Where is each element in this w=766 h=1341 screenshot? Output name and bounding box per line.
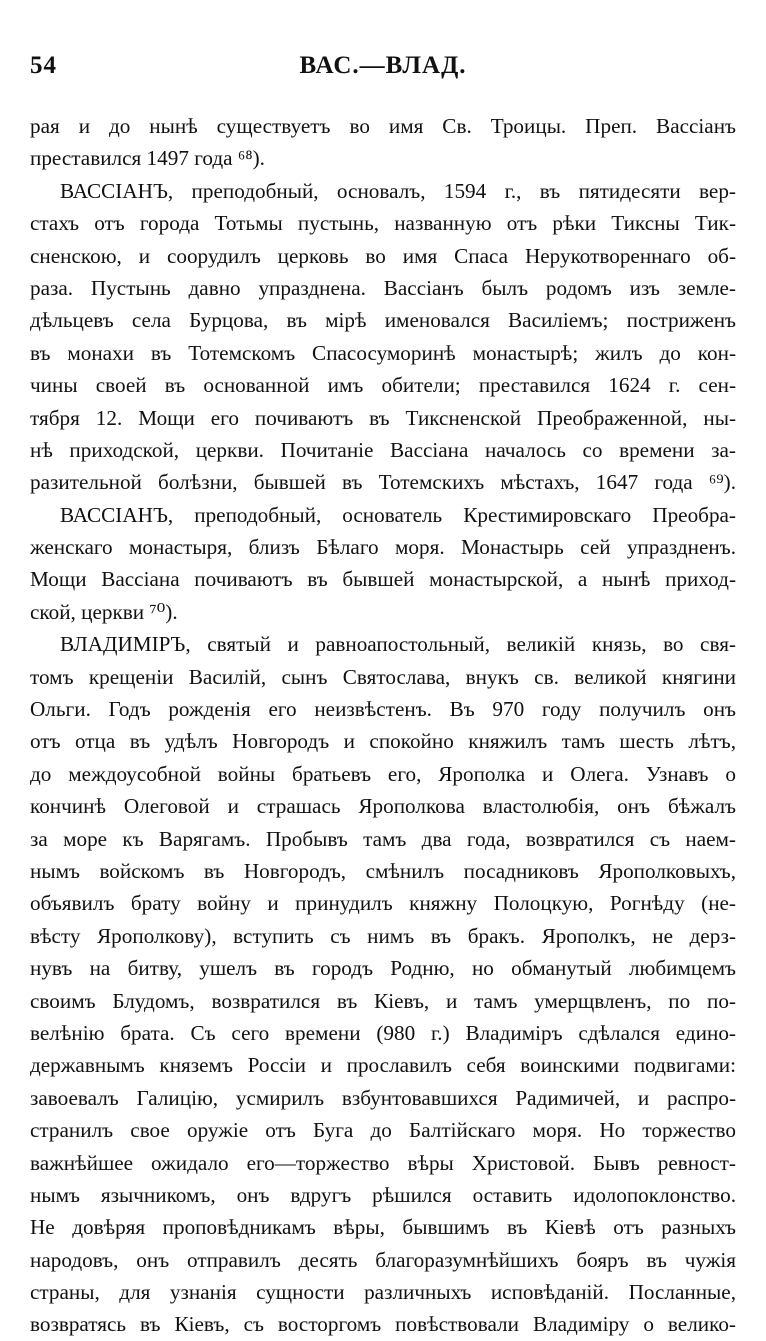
text-line: важнѣйшее ожидало его—торжество вѣры Христовой. Бывъ ревност-	[30, 1150, 736, 1175]
text-line: объявилъ брату войну и принудилъ княжну Полоцкую, Рогнѣду (не-	[30, 891, 736, 916]
text-line: отъ отца въ удѣлъ Новгородъ и спокойно княжилъ тамъ шесть лѣтъ,	[30, 729, 736, 754]
text-line: ской, церкви ⁷⁰).	[30, 599, 178, 624]
text-line: за море къ Варягамъ. Пробывъ тамъ два года, возвратился съ наем-	[30, 826, 736, 851]
text-line: ВАССІАНЪ, преподобный, основалъ, 1594 г., въ пятидесяти вер-	[60, 178, 736, 203]
text-line: возвратясь въ Кіевъ, съ восторгомъ повѣствовали Владиміру о велико-	[30, 1312, 736, 1337]
text-line: рая и до нынѣ существуетъ во имя Св. Троицы. Преп. Вассіанъ	[30, 114, 736, 138]
text-line: ВЛАДИМІРЪ, святый и равноапостольный, великій князь, во свя-	[60, 632, 736, 657]
text-line: народовъ, онъ отправилъ десять благоразумнѣйшихъ бояръ въ чужія	[30, 1247, 736, 1272]
text-line: нымъ язычникомъ, онъ вдругъ рѣшился оставить идолопоклонство.	[30, 1182, 736, 1207]
text-line: томъ крещеніи Василій, сынъ Святослава, внукъ св. великой княгини	[30, 664, 736, 689]
text-line: нувъ на битву, ушелъ въ городъ Родню, но обманутый любимцемъ	[30, 956, 736, 981]
text-line: преставился 1497 года ⁶⁸).	[30, 146, 265, 171]
text-line: раза. Пустынь давно упразднена. Вассіанъ былъ родомъ изъ земле-	[30, 275, 736, 300]
text-line: до междоусобной войны братьевъ его, Ярополка и Олега. Узнавъ о	[30, 761, 736, 786]
text-line: тября 12. Мощи его почиваютъ въ Тиксненской Преображенной, ны-	[30, 405, 736, 430]
text-line: нымъ войскомъ въ Новгородъ, смѣнилъ посадниковъ Ярополковыхъ,	[30, 858, 736, 883]
text-line: странилъ свое оружіе отъ Буга до Балтійскаго моря. Но торжество	[30, 1118, 736, 1143]
text-line: своимъ Блудомъ, возвратился въ Кіевъ, и тамъ умерщвленъ, по по-	[30, 988, 736, 1013]
text-line: велѣнію брата. Съ сего времени (980 г.) Владиміръ сдѣлался едино-	[30, 1020, 736, 1045]
text-line: завоевалъ Галицію, усмирилъ взбунтовавшихся Радимичей, и распро-	[30, 1085, 736, 1110]
text-line: женскаго монастыря, близъ Бѣлаго моря. Монастырь сей упраздненъ.	[30, 535, 736, 560]
text-line: кончинѣ Олеговой и страшась Ярополкова властолюбія, онъ бѣжалъ	[30, 794, 736, 819]
text-line: сненскою, и соорудилъ церковь во имя Спаса Нерукотвореннаго об-	[30, 243, 736, 268]
text-line: ВАССІАНЪ, преподобный, основатель Крестимировскаго Преобра-	[60, 502, 736, 527]
text-line: нѣ приходской, церкви. Почитаніе Вассіана началось со времени за-	[30, 437, 736, 462]
page-number: 54	[30, 52, 57, 79]
text-line: Мощи Вассіана почиваютъ въ бывшей монастырской, а нынѣ приход-	[30, 567, 736, 592]
text-line: стахъ отъ города Тотьмы пустынь, названную отъ рѣки Тиксны Тик-	[30, 211, 736, 236]
text-line: Ольги. Годъ рожденія его неизвѣстенъ. Въ 970 году получилъ онъ	[30, 697, 736, 722]
page-header	[30, 52, 736, 88]
text-line: страны, для узнанія сущности различныхъ исповѣданій. Посланные,	[30, 1280, 736, 1305]
text-line: разительной болѣзни, бывшей въ Тотемскихъ мѣстахъ, 1647 года ⁶⁹).	[30, 470, 736, 495]
page-body	[30, 110, 736, 1341]
text-line: державнымъ княземъ Россіи и прославилъ себя воинскими подвигами:	[30, 1053, 736, 1078]
text-line: дѣльцевъ села Бурцова, въ мірѣ именовался Василіемъ; постриженъ	[30, 308, 736, 333]
running-title: ВАС.—ВЛАД.	[299, 52, 467, 79]
text-line: въ монахи въ Тотемскомъ Спасосуморинѣ монастырѣ; жилъ до кон-	[30, 340, 736, 365]
text-line: чины своей въ основанной имъ обители; преставился 1624 г. сен-	[30, 373, 736, 398]
text-line: вѣсту Ярополкову), вступить съ нимъ въ бракъ. Ярополкъ, не дерз-	[30, 923, 736, 948]
text-line: Не довѣряя проповѣдникамъ вѣры, бывшимъ въ Кіевѣ отъ разныхъ	[30, 1215, 736, 1240]
